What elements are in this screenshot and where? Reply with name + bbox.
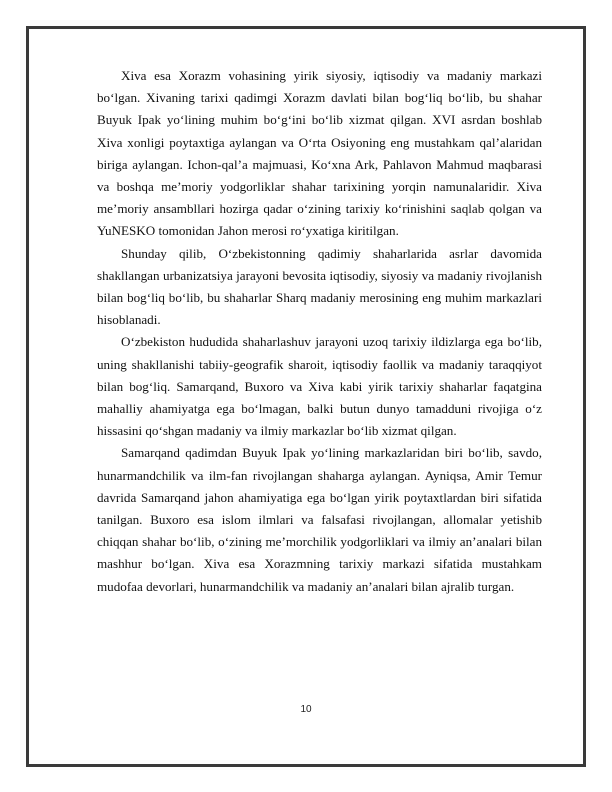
paragraph-samarqand-buxoro-xiva: Samarqand qadimdan Buyuk Ipak yo‘lining markazlaridan biri bo‘lib, savdo, hunarmandchilik va ilm-fan rivojlangan shaharga aylangan. Ayniqsa, Amir Temur davrida Samarqand jahon ahamiyatiga ega bo‘lgan yirik poytaxtlardan biri sifatida tanilgan. Buxoro esa islom ilmlari va falsafasi rivojlangan, allomalar yetishib chiqqan shahar bo‘lib, o‘zining me’morchilik yodgorliklari va ilmiy an’analari bilan mashhur bo‘lgan. Xiva esa Xorazmning tarixiy markazi sifatida mustahkam mudofaa devorlari, hunarmandchilik va madaniy an’analari bilan ajralib turgan. <box>97 445 542 594</box>
page-number: 10 <box>300 704 312 715</box>
paragraph-urbanization-roots: O‘zbekiston hududida shaharlashuv jarayoni uzoq tarixiy ildizlarga ega bo‘lib, uning shakllanishi tabiiy-geografik sharoit, iqtisodiy faollik va madaniy taraqqiyot bilan bog‘liq. Samarqand, Buxoro va Xiva kabi yirik tarixiy shaharlar faqatgina mahalliy ahamiyatga ega bo‘lmagan, balki butun dunyo tamadduni rivojiga o‘z hissasini qo‘shgan madaniy va ilmiy markazlar bo‘lib xizmat qilgan. <box>97 334 542 439</box>
paragraph-urbanization-summary: Shunday qilib, O‘zbekistonning qadimiy shaharlarida asrlar davomida shakllangan urbanizatsiya jarayoni bevosita iqtisodiy, siyosiy va madaniy rivojlanish bilan bog‘liq bo‘lib, bu shaharlar Sharq madaniy merosining eng muhim markazlari hisoblanadi. <box>97 245 542 328</box>
paragraph-xiva: Xiva esa Xorazm vohasining yirik siyosiy, iqtisodiy va madaniy markazi bo‘lgan. Xivaning tarixi qadimgi Xorazm davlati bilan bog‘liq bo‘lib, bu shahar Buyuk Ipak yo‘lining muhim bo‘g‘ini bo‘lib xizmat qilgan. XVI asrdan boshlab Xiva xonligi poytaxtiga aylangan va O‘rta Osiyoning eng mustahkam qal’alaridan biriga aylangan. Ichon-qal’a majmuasi, Ko‘xna Ark, Pahlavon Mahmud maqbarasi va boshqa me’moriy yodgorliklar shahar tarixining yorqin namunalaridir. Xiva me’moriy ansambllari hozirga qadar o‘zining tarixiy ko‘rinishini saqlab qolgan va YuNESKO tomonidan Jahon merosi ro‘yxatiga kiritilgan. <box>97 68 542 239</box>
document-body <box>97 65 542 598</box>
